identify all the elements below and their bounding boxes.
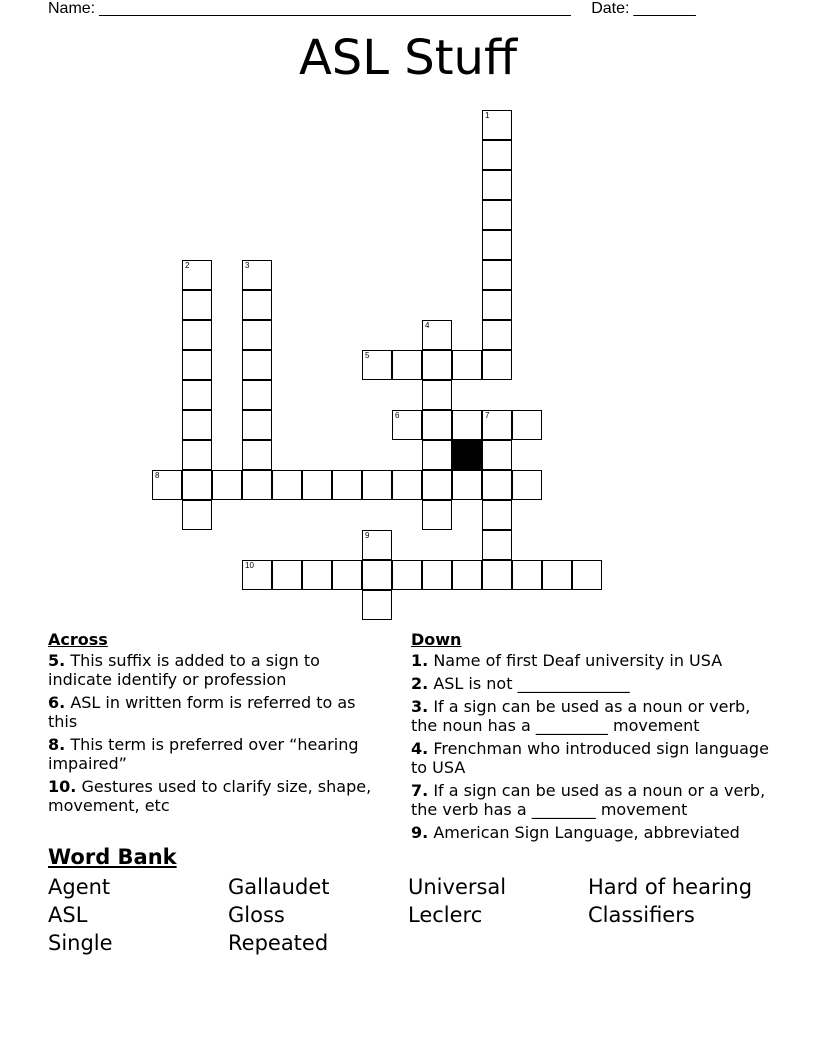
grid-cell[interactable]: [542, 560, 572, 590]
clue-across-8: 8. This term is preferred over “hearing impaired”: [48, 735, 359, 773]
grid-cell[interactable]: [242, 260, 272, 290]
word-bank-item: Leclerc: [408, 903, 483, 927]
grid-cell[interactable]: [182, 470, 212, 500]
word-bank-item: Classifiers: [588, 903, 695, 927]
name-label: Name:: [48, 0, 96, 17]
grid-cell[interactable]: [152, 470, 182, 500]
clue-down-7: 7. If a sign can be used as a noun or a verb, the verb has a ________ movement: [411, 781, 766, 819]
grid-cell[interactable]: [422, 410, 452, 440]
word-bank-title: Word Bank: [48, 845, 177, 869]
grid-cell[interactable]: [332, 470, 362, 500]
grid-number: 1: [485, 111, 490, 120]
across-clues: [48, 630, 388, 819]
word-bank-item: Single: [48, 931, 113, 955]
grid-cell[interactable]: [482, 290, 512, 320]
clue-down-1: 1. Name of first Deaf university in USA: [411, 651, 723, 670]
grid-cell[interactable]: [422, 350, 452, 380]
grid-cell[interactable]: [452, 350, 482, 380]
grid-cell[interactable]: [182, 500, 212, 530]
grid-cell[interactable]: [482, 260, 512, 290]
grid-cell[interactable]: [242, 440, 272, 470]
grid-cell[interactable]: [452, 470, 482, 500]
grid-cell[interactable]: [212, 470, 242, 500]
grid-number: 8: [155, 471, 160, 480]
page-title: ASL Stuff: [298, 30, 518, 86]
grid-cell[interactable]: [182, 350, 212, 380]
grid-cell[interactable]: [482, 170, 512, 200]
black-block: [452, 440, 482, 470]
down-heading: Down: [411, 630, 462, 649]
grid-cell[interactable]: [452, 410, 482, 440]
grid-cell[interactable]: [182, 380, 212, 410]
grid-cell[interactable]: [242, 320, 272, 350]
grid-cell[interactable]: [422, 500, 452, 530]
grid-cell[interactable]: [422, 380, 452, 410]
grid-cell[interactable]: [272, 470, 302, 500]
grid-cell[interactable]: [482, 500, 512, 530]
grid-cell[interactable]: [182, 320, 212, 350]
grid-cell[interactable]: [572, 560, 602, 590]
grid-cell[interactable]: [482, 140, 512, 170]
grid-cell[interactable]: [362, 530, 392, 560]
grid-cell[interactable]: [182, 260, 212, 290]
clue-down-4: 4. Frenchman who introduced sign language to USA: [411, 739, 769, 777]
grid-number: 10: [245, 561, 254, 570]
grid-number: 5: [365, 351, 370, 360]
grid-cell[interactable]: [392, 410, 422, 440]
grid-cell[interactable]: [482, 530, 512, 560]
grid-number: 6: [395, 411, 400, 420]
grid-cell[interactable]: [482, 440, 512, 470]
date-label: Date:: [591, 0, 630, 17]
date-blank[interactable]: _______: [633, 0, 696, 17]
grid-cell[interactable]: [332, 560, 362, 590]
grid-cell[interactable]: [482, 560, 512, 590]
grid-cell[interactable]: [242, 380, 272, 410]
word-bank-list: [48, 875, 788, 955]
grid-cell[interactable]: [482, 470, 512, 500]
grid-number: 4: [425, 321, 430, 330]
grid-number: 2: [185, 261, 190, 270]
word-bank-item: Hard of hearing: [588, 875, 753, 899]
grid-cell[interactable]: [242, 470, 272, 500]
grid-cell[interactable]: [362, 560, 392, 590]
grid-cell[interactable]: [422, 560, 452, 590]
grid-cell[interactable]: [362, 350, 392, 380]
clue-across-6: 6. ASL in written form is referred to as this: [48, 693, 356, 731]
name-blank[interactable]: _____________________________________________________: [99, 0, 571, 17]
grid-cell[interactable]: [272, 560, 302, 590]
clue-across-10: 10. Gestures used to clarify size, shape, movement, etc: [48, 777, 372, 815]
grid-cell[interactable]: [482, 410, 512, 440]
grid-cell[interactable]: [482, 350, 512, 380]
word-bank-item: Gallaudet: [228, 875, 330, 899]
grid-cell[interactable]: [512, 470, 542, 500]
word-bank-item: ASL: [48, 903, 88, 927]
clue-down-3: 3. If a sign can be used as a noun or verb, the noun has a _________ movement: [411, 697, 751, 735]
word-bank-item: Universal: [408, 875, 507, 899]
grid-number: 9: [365, 531, 370, 540]
grid-cell[interactable]: [362, 470, 392, 500]
grid-cell[interactable]: [422, 440, 452, 470]
grid-cell[interactable]: [242, 350, 272, 380]
word-bank-item: Repeated: [228, 931, 329, 955]
grid-cell[interactable]: [302, 470, 332, 500]
grid-cell[interactable]: [242, 560, 272, 590]
grid-cell[interactable]: [362, 590, 392, 620]
grid-cell[interactable]: [182, 290, 212, 320]
grid-cell[interactable]: [482, 200, 512, 230]
grid-cell[interactable]: [302, 560, 332, 590]
clue-down-2: 2. ASL is not ______________: [411, 674, 630, 693]
grid-cell[interactable]: [482, 320, 512, 350]
clue-across-5: 5. This suffix is added to a sign to indicate identify or profession: [48, 651, 320, 689]
grid-cell[interactable]: [482, 230, 512, 260]
grid-cell[interactable]: [182, 440, 212, 470]
grid-cell[interactable]: [392, 350, 422, 380]
grid-cell[interactable]: [392, 470, 422, 500]
grid-cell[interactable]: [512, 560, 542, 590]
word-bank-item: Gloss: [228, 903, 285, 927]
down-clues: [411, 630, 771, 846]
grid-number: 7: [485, 411, 490, 420]
word-bank: [48, 845, 788, 955]
grid-cell[interactable]: [422, 470, 452, 500]
grid-cell[interactable]: [182, 410, 212, 440]
grid-cell[interactable]: [452, 560, 482, 590]
clue-down-9: 9. American Sign Language, abbreviated: [411, 823, 740, 842]
across-heading: Across: [48, 630, 108, 649]
grid-cell[interactable]: [242, 290, 272, 320]
grid-number: 3: [245, 261, 250, 270]
grid-cell[interactable]: [242, 410, 272, 440]
grid-cell[interactable]: [392, 560, 422, 590]
word-bank-item: Agent: [48, 875, 111, 899]
grid-cell[interactable]: [482, 110, 512, 140]
grid-cell[interactable]: [422, 320, 452, 350]
grid-cell[interactable]: [512, 410, 542, 440]
